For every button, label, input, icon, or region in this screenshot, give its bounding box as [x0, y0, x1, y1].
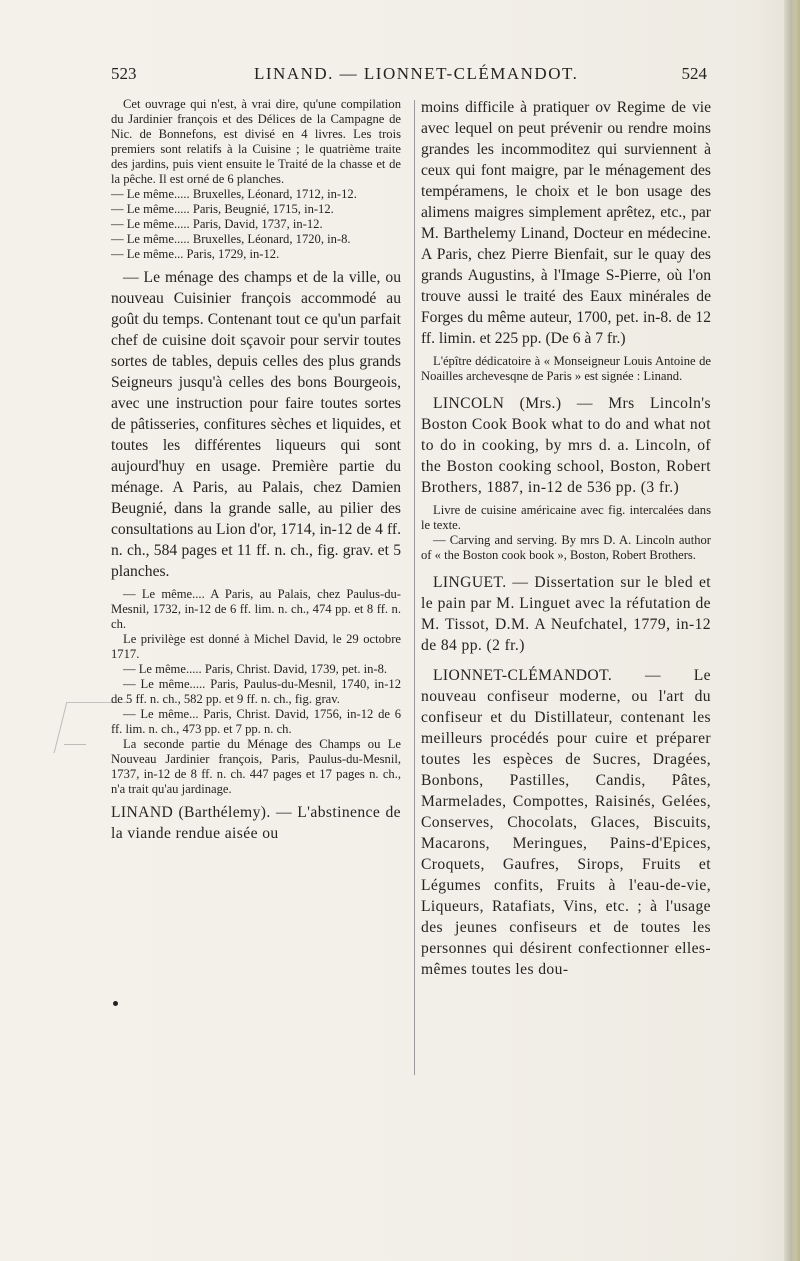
left-column [111, 97, 401, 844]
entry-note: — Carving and serving. By mrs D. A. Lincoln author of « the Boston cook book », Boston, Robert Brothers. [421, 533, 711, 562]
author-entry: LINAND (Barthélemy). — L'abstinence de la viande rendue aisée ou [111, 804, 401, 842]
edition-line: — Le même.... A Paris, au Palais, chez Paulus-du-Mesnil, 1732, in-12 de 6 ff. lim. n. ch., 474 pp. et 8 ff. n. ch. [111, 587, 401, 631]
edition-line: — Le même... Paris, 1729, in-12. [111, 247, 280, 261]
entry-note: Le privilège est donné à Michel David, le 29 octobre 1717. [111, 632, 401, 661]
edition-line: — Le même... Paris, Christ. David, 1756, in-12 de 6 ff. lim. n. ch., 473 pp. et 7 pp. n. ch. [111, 707, 401, 736]
ink-dot [113, 1001, 118, 1006]
edition-line: — Le même..... Bruxelles, Léonard, 1720, in-8. [111, 232, 351, 246]
edition-line: — Le même..... Paris, Christ. David, 1739, pet. in-8. [123, 662, 388, 676]
entry-note: L'épître dédicatoire à « Monseigneur Louis Antoine de Noailles archevesqne de Paris » est signée : Linand. [421, 354, 711, 383]
running-header [111, 64, 707, 90]
bibliographic-entry: — Le ménage des champs et de la ville, ou nouveau Cuisinier françois accommodé au goût du temps. Contenant tout ce qu'un parfait chef de cuisine doit sçavoir pour servir toutes sortes de tables, depuis celles des plus grands Seigneurs jusqu'à celles des bons Bourgeois, avec une instruction pour faire toutes sortes de pâtisseries, confitures sèches et liquides, et toutes les différentes liqueurs qui sont aujourd'huy en usage. Première partie du ménage. A Paris, au Palais, chez Damien Beugnié, dans la grande salle, au pilier des consultations au Lion d'or, 1714, in-12 de 4 ff. n. ch., 584 pages et 11 ff. n. ch., fig. grav. et 5 planches. [111, 269, 401, 580]
author-entry: LINCOLN (Mrs.) — Mrs Lincoln's Boston Cook Book what to do and what not to do in cooking, by mrs d. a. Lincoln, of the Boston cooking school, Boston, Robert Brothers, 1887, in-12 de 536 pp. (3 fr.) [421, 395, 711, 496]
pencil-mark [64, 744, 86, 745]
running-title: LINAND. — LIONNET-CLÉMANDOT. [254, 64, 579, 83]
pencil-mark [54, 702, 128, 753]
edition-line: — Le même..... Paris, Paulus-du-Mesnil, 1740, in-12 de 5 ff. n. ch., 582 pp. et 9 ff. n. ch., fig. grav. [111, 677, 401, 706]
entry-continuation: moins difficile à pratiquer ov Regime de vie avec lequel on peut prévenir ou rendre moins grandes les incommoditez qui surviennent à ceux qui font maigre, par le ménagement des tempéramens, le choix et le bon usage des alimens maigres simplement aprêtez, etc., par M. Barthelemy Linand, Docteur en médecine. A Paris, chez Pierre Bienfait, sur le quay des grands Augustins, à l'Image S-Pierre, où l'on trouve aussi le traité des Eaux minérales de Forges du même auteur, 1700, pet. in-8. de 12 ff. limin. et 225 pp. (De 6 à 7 fr.) [421, 99, 711, 347]
author-entry: LIONNET-CLÉMANDOT. — Le nouveau confiseur moderne, ou l'art du confiseur et du Distillateur, contenant les meilleurs procédés pour cuire et préparer toutes les espèces de Sucres, Dragées, Bonbons, Pastilles, Candis, Pâtes, Marmelades, Compottes, Raisinés, Gelées, Conserves, Chocolats, Glaces, Biscuits, Macarons, Meringues, Pains-d'Epices, Croquets, Gaufres, Sirops, Fruits et Légumes confits, Fruits à l'eau-de-vie, Liqueurs, Ratafiats, Vins, etc. ; à l'usage des jeunes confiseurs et de toutes les personnes qui désirent confectionner elles-mêmes toutes les dou- [421, 667, 711, 978]
edition-line: — Le même..... Bruxelles, Léonard, 1712, in-12. [111, 187, 357, 201]
page-edge [784, 0, 800, 1261]
entry-note: Livre de cuisine américaine avec fig. intercalées dans le texte. [421, 503, 711, 532]
author-entry: LINGUET. — Dissertation sur le bled et le pain par M. Linguet avec la réfutation de M. Tissot, D.M. A Neufchatel, 1779, in-12 de 84 pp. (2 fr.) [421, 574, 711, 654]
column-divider [414, 100, 415, 1075]
page-number-left: 523 [111, 64, 137, 83]
entry-note: La seconde partie du Ménage des Champs ou Le Nouveau Jardinier françois, Paris, Paulus-du-Mesnil, 1737, in-12 de 8 ff. n. ch. 447 pages et 17 pages n. ch., n'a trait qu'au jardinage. [111, 737, 401, 796]
page-number-right: 524 [681, 64, 707, 83]
edition-line: — Le même..... Paris, David, 1737, in-12. [111, 217, 323, 231]
edition-line: — Le même..... Paris, Beugnié, 1715, in-12. [111, 202, 334, 216]
entry-note: Cet ouvrage qui n'est, à vrai dire, qu'une compilation du Jardinier françois et des Délices de la Campagne de Nic. de Bonnefons, est divisé en 4 livres. Les trois premiers sont relatifs à la Cuisine ; le quatrième traite des jardins, puis vient ensuite le Traité de la chasse et de la pêche. Il est orné de 6 planches. [111, 97, 401, 186]
right-column [421, 97, 711, 980]
